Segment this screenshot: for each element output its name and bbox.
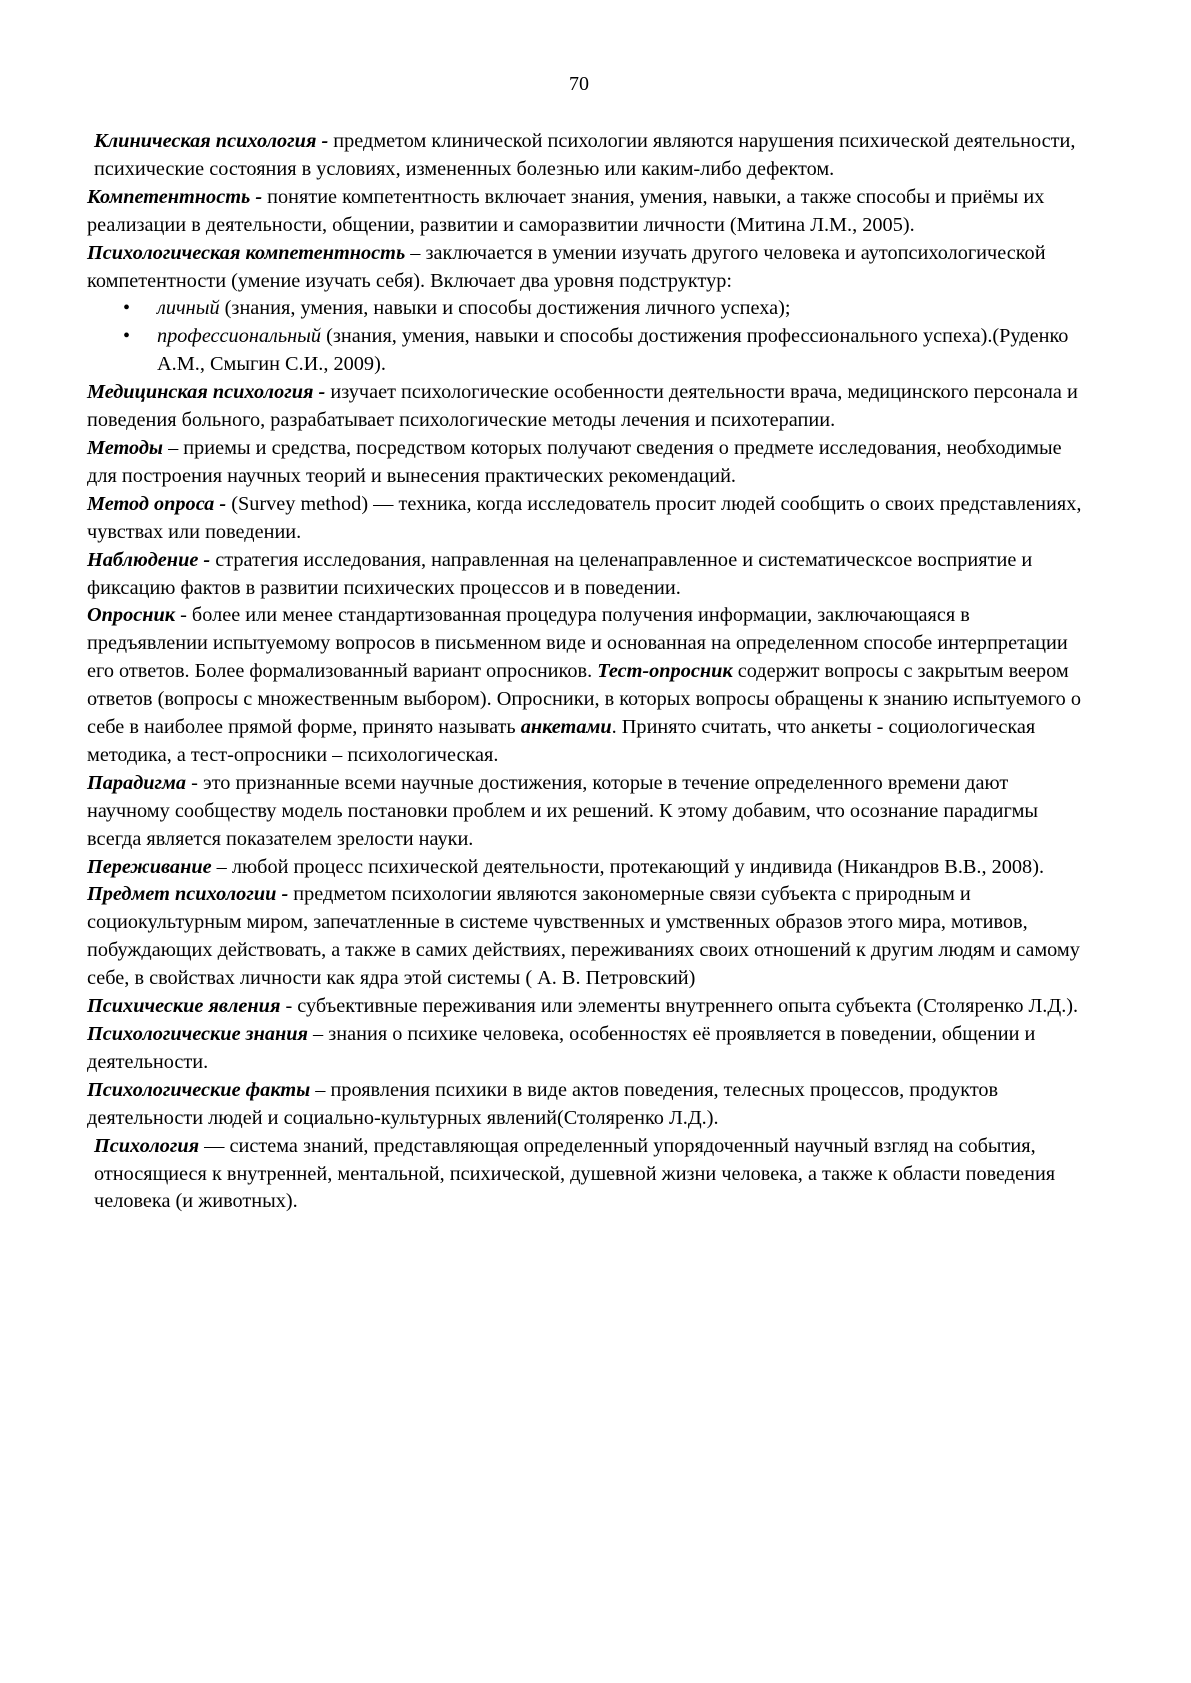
definition: — система знаний, представляющая определенный упорядоченный научный взгляд на события, относящиеся к внутренней, ментальной, психической, душевной жизни человека, а также к области поведения человека (и животных).: [94, 1134, 1056, 1213]
definition: - субъективные переживания или элементы внутреннего опыта субъекта (Столяренко Л.Д.).: [280, 995, 1079, 1018]
entry-clinical-psychology: [87, 128, 1087, 184]
definition: предметом клинической психологии являются нарушения психической деятельности, психические состояния в условиях, измененных болезнью или каким-либо дефектом.: [94, 130, 1076, 180]
page-number: 70: [569, 73, 589, 95]
definition: изучает психологические особенности деятельности врача, медицинского персонала и поведения больного, разрабатывает психологические методы лечения и психотерапии.: [87, 381, 1078, 432]
term: Медицинская психология -: [87, 381, 326, 404]
definition: понятие компетентность включает знания, умения, навыки, а также способы и приёмы их реализации в деятельности, общении, развитии и саморазвитии личности (Митина Л.М., 2005).: [87, 185, 1045, 236]
level-name: профессиональный: [157, 325, 322, 348]
entry-experience: [87, 854, 1087, 882]
keyword-test-questionnaire: Тест-опросник: [597, 660, 733, 683]
definition: – заключается в умении изучать другого человека и аутопсихологической компетентности (умение изучать себя). Включает два уровня подструктур:: [87, 241, 1046, 292]
entry-questionnaire: [87, 602, 1087, 769]
competence-levels-list: [87, 295, 1087, 379]
term: Опросник: [87, 604, 176, 627]
term: Психологические факты: [87, 1078, 311, 1101]
term: Переживание: [87, 855, 212, 878]
level-description: (знания, умения, навыки и способы достижения профессионального успеха).(Руденко А.М., Смыгин С.И., 2009).: [157, 325, 1069, 376]
term: Парадигма: [87, 771, 187, 794]
list-item: [87, 323, 1087, 379]
entry-mental-phenomena: [87, 993, 1087, 1021]
term: Метод опроса -: [87, 492, 227, 515]
list-item: [87, 295, 1087, 323]
definition-part: - более или менее стандартизованная процедура получения информации, заключающаяся в предъявлении испытуемому вопросов в письменном виде и основанная на определенном способе интерпретации его ответов. Более формализованный вариант опросников.: [87, 604, 1068, 683]
glossary-body: [87, 128, 1087, 1216]
entry-subject-of-psychology: [87, 881, 1087, 993]
entry-psychology: [87, 1133, 1087, 1217]
term: Наблюдение -: [87, 548, 211, 571]
entry-medical-psychology: [87, 379, 1087, 435]
definition: стратегия исследования, направленная на целенаправленное и систематическсое восприятие и фиксацию фактов в развитии психических процессов и в поведении.: [87, 548, 1033, 599]
entry-competence: [87, 184, 1087, 240]
entry-survey-method: [87, 491, 1087, 547]
entry-observation: [87, 547, 1087, 603]
definition: – проявления психики в виде актов поведения, телесных процессов, продуктов деятельности людей и социально-культурных явлений(Столяренко Л.Д.).: [87, 1078, 999, 1129]
definition-part: содержит вопросы с закрытым веером ответов (вопросы с множественным выбором). Опросники, в которых вопросы обращены к знанию испытуемого о себе в наиболее прямой форме, принято называть: [87, 660, 1081, 739]
term: Методы: [87, 436, 163, 459]
level-description: (знания, умения, навыки и способы достижения личного успеха);: [219, 297, 791, 320]
term: Компетентность -: [87, 185, 263, 208]
term: Психические явления: [87, 995, 281, 1018]
definition: (Survey method) — техника, когда исследователь просит людей сообщить о своих представлениях, чувствах или поведении.: [87, 492, 1082, 543]
term: Психологическая компетентность: [87, 241, 406, 264]
definition-part: . Принято считать, что анкеты - социологическая методика, а тест-опросники – психологическая.: [87, 716, 1036, 766]
entry-paradigm: [87, 770, 1087, 854]
keyword-questionnaires: анкетами: [520, 716, 612, 739]
term: Предмет психологии -: [87, 883, 289, 906]
entry-methods: [87, 435, 1087, 491]
term: Психология: [94, 1134, 200, 1157]
entry-psychological-facts: [87, 1077, 1087, 1133]
level-name: личный: [157, 297, 220, 320]
entry-psychological-knowledge: [87, 1021, 1087, 1077]
entry-psychological-competence: [87, 240, 1087, 296]
term: Клиническая психология -: [94, 130, 329, 152]
definition: – любой процесс психической деятельности, протекающий у индивида (Никандров В.В., 2008).: [211, 855, 1045, 878]
definition: – приемы и средства, посредством которых получают сведения о предмете исследования, необходимые для построения научных теорий и вынесения практических рекомендаций.: [87, 436, 1062, 487]
definition: предметом психологии являются закономерные связи субъекта с природным и социокультурным миром, запечатленные в системе чувственных и умственных образов этого мира, мотивов, побуждающих действовать, а также в самих действиях, переживаниях своих отношений к другим людям и самому себе, в свойствах личности как ядра этой системы ( А. В. Петровский): [87, 883, 1080, 990]
term: Психологические знания: [87, 1023, 308, 1045]
definition: – знания о психике человека, особенностях её проявляется в поведении, общении и деятельности.: [87, 1023, 1036, 1073]
definition: - это признанные всеми научные достижения, которые в течение определенного времени дают научному сообществу модель постановки проблем и их решений. К этому добавим, что осознание парадигмы всегда является показателем зрелости науки.: [87, 771, 1039, 850]
